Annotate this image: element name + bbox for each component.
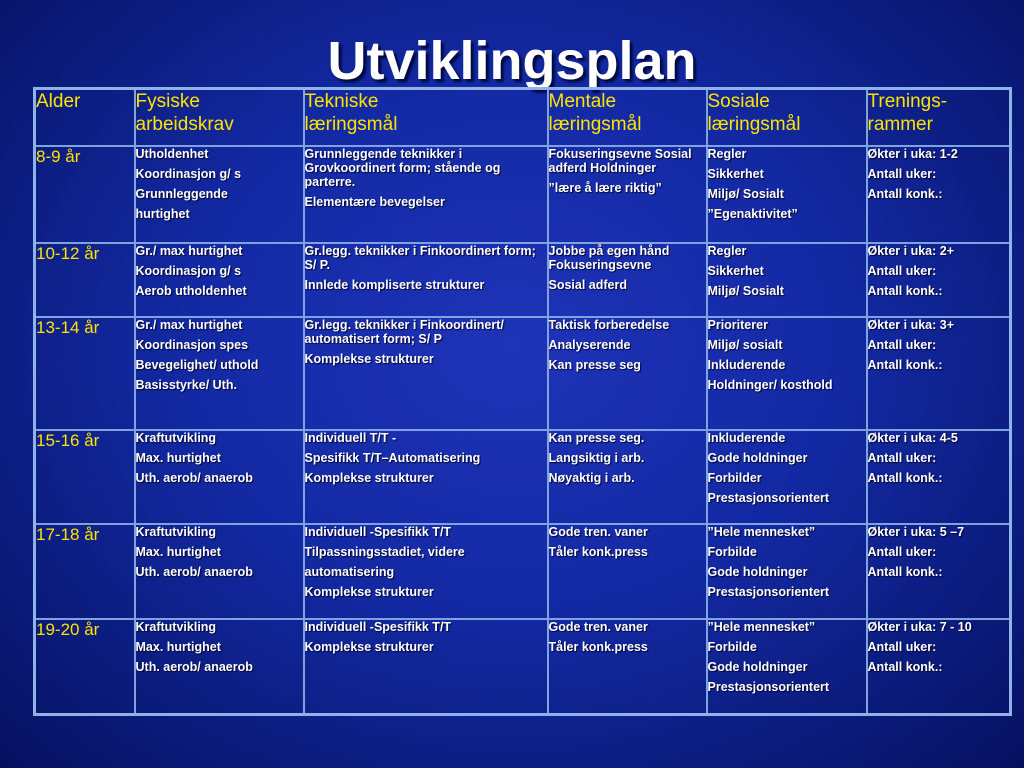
- cell-line: Innlede kompliserte strukturer: [304, 278, 485, 292]
- trening-cell: [867, 524, 1011, 619]
- table-header-row: [35, 89, 1011, 147]
- cell-line: Elementære bevegelser: [304, 195, 445, 209]
- cell-line: Komplekse strukturer: [304, 585, 434, 599]
- cell-line: Økter i uka: 2+: [867, 244, 954, 258]
- table-row: [35, 317, 1011, 430]
- cell-line: Miljø/ Sosialt: [707, 284, 784, 298]
- mentale-cell: [548, 619, 707, 714]
- fysiske-cell: [135, 146, 304, 243]
- mentale-cell: [548, 243, 707, 317]
- cell-line: Inkluderende: [707, 358, 786, 372]
- cell-line: Max. hurtighet: [135, 451, 221, 465]
- cell-line: Koordinasjon g/ s: [135, 167, 242, 181]
- tekniske-cell: [304, 243, 548, 317]
- cell-line: Sikkerhet: [707, 264, 764, 278]
- cell-line: Gode holdninger: [707, 565, 808, 579]
- mentale-cell: [548, 430, 707, 524]
- cell-line: Miljø/ Sosialt: [707, 187, 784, 201]
- slide-title: Utviklingsplan: [327, 31, 697, 91]
- cell-line: Individuell -Spesifikk T/T: [304, 620, 452, 634]
- cell-line: Holdninger/ kosthold: [707, 378, 833, 392]
- trening-cell: [867, 317, 1011, 430]
- cell-line: Basisstyrke/ Uth.: [135, 378, 237, 392]
- cell-line: Antall konk.:: [867, 660, 943, 674]
- cell-line: Koordinasjon g/ s: [135, 264, 242, 278]
- fysiske-cell: [135, 430, 304, 524]
- cell-line: Økter i uka: 5 –7: [867, 525, 965, 539]
- cell-line: Antall uker:: [867, 338, 937, 352]
- sosiale-cell: [707, 243, 867, 317]
- cell-line: Gr.legg. teknikker i Finkoordinert/ automatisert form; S/ P: [304, 318, 504, 346]
- trening-cell: [867, 243, 1011, 317]
- trening-cell: [867, 619, 1011, 714]
- cell-line: Uth. aerob/ anaerob: [135, 471, 253, 485]
- tekniske-cell: [304, 524, 548, 619]
- trening-cell: [867, 146, 1011, 243]
- sosiale-cell: [707, 524, 867, 619]
- cell-line: Utholdenhet: [135, 147, 209, 161]
- cell-line: Uth. aerob/ anaerob: [135, 660, 253, 674]
- fysiske-cell: [135, 317, 304, 430]
- header-trening: Trenings- rammer: [867, 89, 1011, 147]
- table-row: [35, 146, 1011, 243]
- fysiske-cell: [135, 524, 304, 619]
- cell-line: Aerob utholdenhet: [135, 284, 247, 298]
- cell-line: Gr./ max hurtighet: [135, 244, 243, 258]
- cell-line: Sosial adferd: [548, 278, 627, 292]
- table-row: [35, 243, 1011, 317]
- cell-line: Inkluderende: [707, 431, 786, 445]
- cell-line: Max. hurtighet: [135, 545, 221, 559]
- cell-line: Sikkerhet: [707, 167, 764, 181]
- cell-line: Taktisk forberedelse: [548, 318, 670, 332]
- cell-line: Individuell -Spesifikk T/T: [304, 525, 452, 539]
- cell-line: Kan presse seg: [548, 358, 641, 372]
- cell-line: Fokuseringsevne Sosial adferd Holdninger: [548, 147, 692, 175]
- cell-line: Antall konk.:: [867, 187, 943, 201]
- cell-line: Komplekse strukturer: [304, 471, 434, 485]
- cell-line: ”lære å lære riktig”: [548, 181, 662, 195]
- header-fysiske: Fysiske arbeidskrav: [135, 89, 304, 147]
- cell-line: Prestasjonsorientert: [707, 680, 830, 694]
- header-tekniske: Tekniske læringsmål: [304, 89, 548, 147]
- age-cell: 13-14 år: [35, 317, 135, 430]
- cell-line: Komplekse strukturer: [304, 640, 434, 654]
- header-sosiale: Sosiale læringsmål: [707, 89, 867, 147]
- cell-line: Regler: [707, 244, 747, 258]
- cell-line: Analyserende: [548, 338, 631, 352]
- age-cell: 15-16 år: [35, 430, 135, 524]
- cell-line: Antall konk.:: [867, 358, 943, 372]
- tekniske-cell: [304, 317, 548, 430]
- cell-line: Gode holdninger: [707, 660, 808, 674]
- cell-line: automatisering: [304, 565, 395, 579]
- cell-line: ”Hele mennesket”: [707, 620, 816, 634]
- cell-line: Antall uker:: [867, 264, 937, 278]
- sosiale-cell: [707, 317, 867, 430]
- cell-line: Forbilder: [707, 471, 762, 485]
- cell-line: Forbilde: [707, 640, 757, 654]
- age-cell: 8-9 år: [35, 146, 135, 243]
- cell-line: hurtighet: [135, 207, 190, 221]
- cell-line: Gr.legg. teknikker i Finkoordinert form; S/ P.: [304, 244, 536, 272]
- mentale-cell: [548, 317, 707, 430]
- cell-line: Antall uker:: [867, 640, 937, 654]
- cell-line: Antall konk.:: [867, 565, 943, 579]
- age-cell: 19-20 år: [35, 619, 135, 714]
- cell-line: Kraftutvikling: [135, 620, 217, 634]
- cell-line: Tåler konk.press: [548, 640, 648, 654]
- header-alder: Alder: [35, 89, 135, 147]
- cell-line: Spesifikk T/T–Automatisering: [304, 451, 481, 465]
- cell-line: Miljø/ sosialt: [707, 338, 783, 352]
- cell-line: Max. hurtighet: [135, 640, 221, 654]
- tekniske-cell: [304, 430, 548, 524]
- cell-line: Langsiktig i arb.: [548, 451, 645, 465]
- table-row: [35, 524, 1011, 619]
- fysiske-cell: [135, 243, 304, 317]
- sosiale-cell: [707, 146, 867, 243]
- cell-line: Antall uker:: [867, 451, 937, 465]
- cell-line: ”Hele mennesket”: [707, 525, 816, 539]
- fysiske-cell: [135, 619, 304, 714]
- cell-line: Økter i uka: 1-2: [867, 147, 958, 161]
- header-mentale: Mentale læringsmål: [548, 89, 707, 147]
- cell-line: Prestasjonsorientert: [707, 585, 830, 599]
- development-plan-table: [33, 87, 1012, 716]
- cell-line: Regler: [707, 147, 747, 161]
- tekniske-cell: [304, 146, 548, 243]
- mentale-cell: [548, 524, 707, 619]
- cell-line: Gode holdninger: [707, 451, 808, 465]
- cell-line: Grunnleggende teknikker i Grovkoordinert form; stående og parterre.: [304, 147, 501, 189]
- table-row: [35, 430, 1011, 524]
- cell-line: Økter i uka: 7 - 10: [867, 620, 972, 634]
- age-cell: 17-18 år: [35, 524, 135, 619]
- cell-line: Forbilde: [707, 545, 757, 559]
- cell-line: Antall konk.:: [867, 471, 943, 485]
- cell-line: Gr./ max hurtighet: [135, 318, 243, 332]
- mentale-cell: [548, 146, 707, 243]
- cell-line: Tilpassningsstadiet, videre: [304, 545, 465, 559]
- trening-cell: [867, 430, 1011, 524]
- cell-line: Økter i uka: 3+: [867, 318, 954, 332]
- sosiale-cell: [707, 619, 867, 714]
- age-cell: 10-12 år: [35, 243, 135, 317]
- table-row: [35, 619, 1011, 714]
- cell-line: Jobbe på egen hånd Fokuseringsevne: [548, 244, 670, 272]
- cell-line: Tåler konk.press: [548, 545, 648, 559]
- cell-line: Kraftutvikling: [135, 525, 217, 539]
- cell-line: Antall uker:: [867, 167, 937, 181]
- cell-line: Gode tren. vaner: [548, 620, 648, 634]
- cell-line: Prestasjonsorientert: [707, 491, 830, 505]
- cell-line: Nøyaktig i arb.: [548, 471, 635, 485]
- cell-line: Antall uker:: [867, 545, 937, 559]
- cell-line: ”Egenaktivitet”: [707, 207, 798, 221]
- cell-line: Kraftutvikling: [135, 431, 217, 445]
- cell-line: Grunnleggende: [135, 187, 228, 201]
- cell-line: Individuell T/T -: [304, 431, 397, 445]
- cell-line: Prioriterer: [707, 318, 768, 332]
- sosiale-cell: [707, 430, 867, 524]
- cell-line: Bevegelighet/ uthold: [135, 358, 259, 372]
- table-body: [35, 146, 1011, 714]
- tekniske-cell: [304, 619, 548, 714]
- cell-line: Gode tren. vaner: [548, 525, 648, 539]
- cell-line: Uth. aerob/ anaerob: [135, 565, 253, 579]
- cell-line: Komplekse strukturer: [304, 352, 434, 366]
- cell-line: Koordinasjon spes: [135, 338, 249, 352]
- cell-line: Antall konk.:: [867, 284, 943, 298]
- cell-line: Kan presse seg.: [548, 431, 645, 445]
- cell-line: Økter i uka: 4-5: [867, 431, 958, 445]
